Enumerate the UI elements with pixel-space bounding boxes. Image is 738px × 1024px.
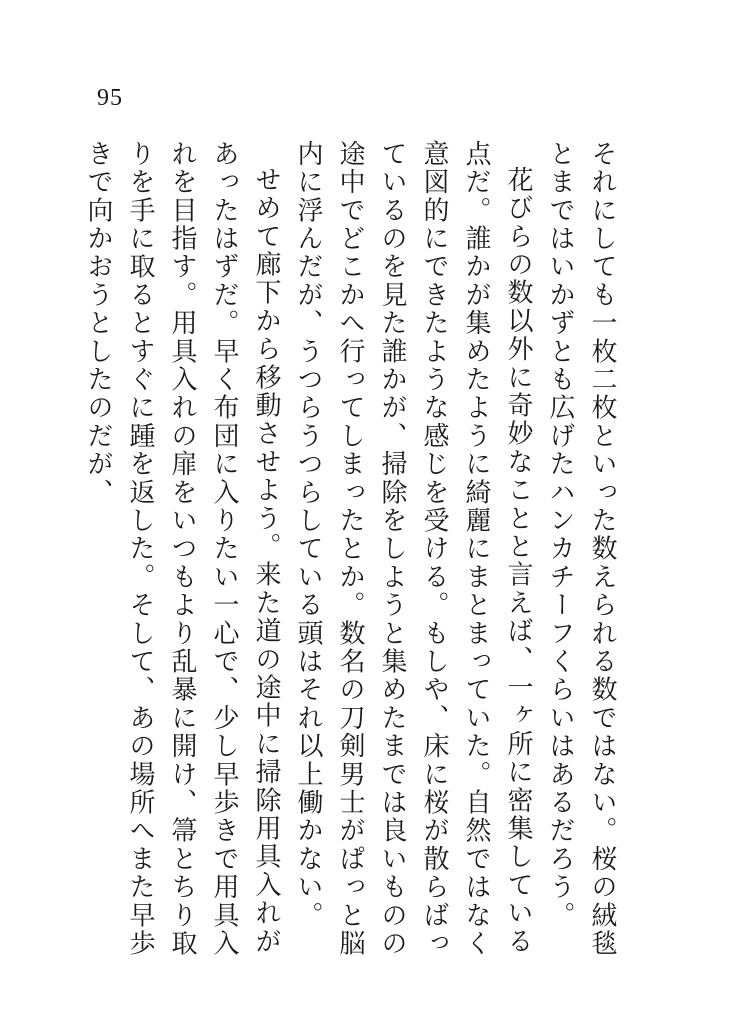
- body-text: [77, 140, 623, 960]
- paragraph-3: せめて廊下から移動させよう。来た道の途中に掃除用具入れがあったはずだ。早く布団に入りたい一心で、少し早歩きで用具入れを目指す。用具入れの扉をいつもより乱暴に開け、箒とちり取りを手に取るとすぐに踵を返した。そして、あの場所へまた早歩きで向かおうとしたのだが、: [83, 140, 281, 958]
- paragraph-1: それにしても一枚二枚といった数えられる数ではない。桜の絨毯とまではいかずとも広げたハンカチーフくらいはあるだろう。: [545, 140, 617, 958]
- paragraph-2: 花びらの数以外に奇妙なことと言えば、一ヶ所に密集している点だ。誰かが集めたように綺麗にまとまっていた。自然ではなく意図的にできたような感じを受ける。もしや、床に桜が散らばっているのを見た誰かが、掃除をしようと集めたまでは良いものの途中でどこかへ行ってしまったとか。数名の刀剣男士がぱっと脳内に浮んだが、うつらうつらしている頭はそれ以上働かない。: [293, 140, 533, 958]
- page-number: 95: [97, 85, 123, 111]
